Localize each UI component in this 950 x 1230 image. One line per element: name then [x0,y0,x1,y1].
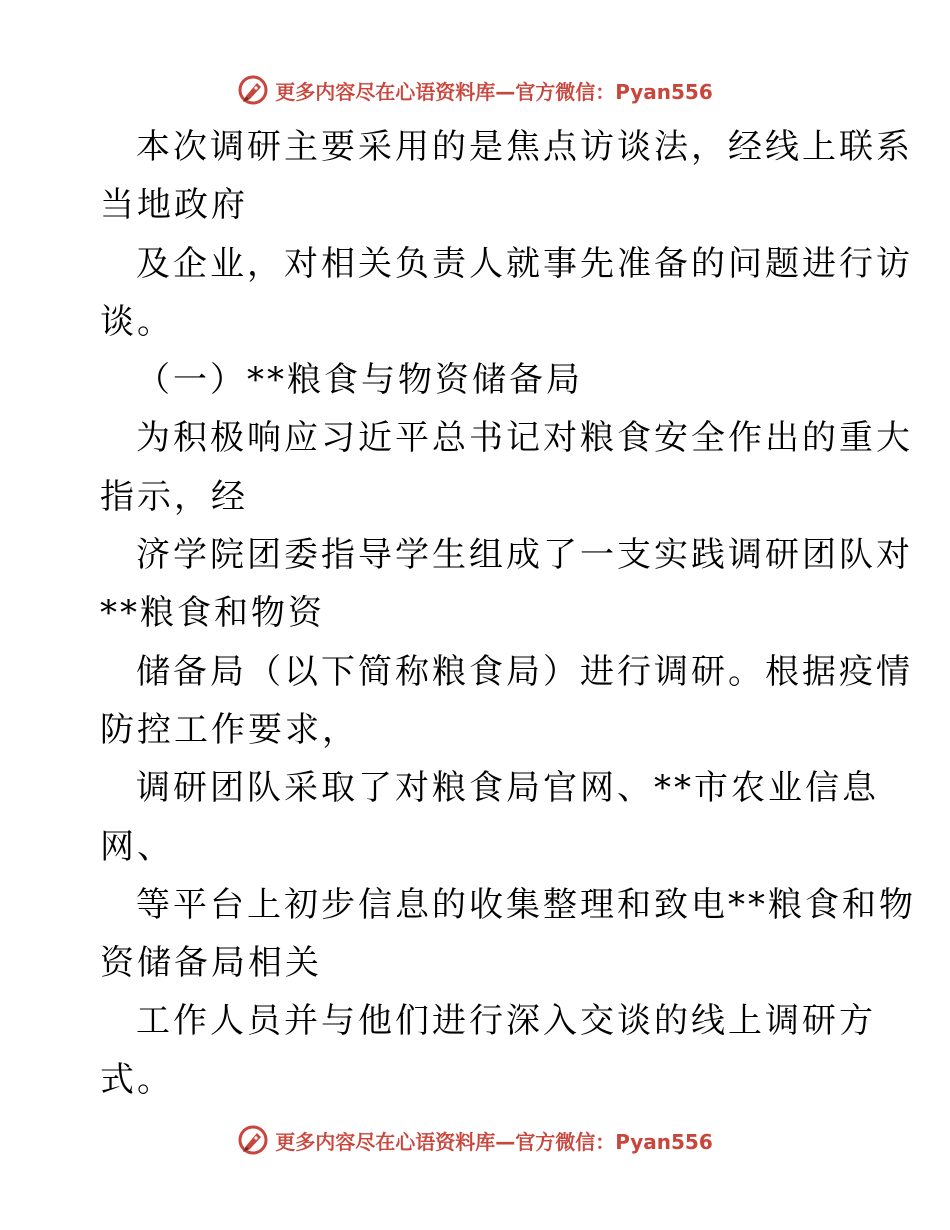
pen-nib-logo-icon [237,74,269,106]
text-line: 当地政府 [100,185,248,226]
text-line: 等平台上初步信息的收集整理和致电**粮食和物 [136,884,916,925]
text-line: **粮食和物资 [100,593,325,634]
section-heading: （一）**粮食与物资储备局 [136,360,583,401]
text-line: 资储备局相关 [100,943,322,984]
text-line: 济学院团委指导学生组成了一支实践调研团队对 [136,535,913,576]
document-body [100,118,916,1109]
footer-banner-text: 更多内容尽在心语资料库—官方微信：Pyan556 [275,1129,713,1154]
text-line: 式。 [100,1059,174,1100]
pen-nib-logo-icon [237,1124,269,1156]
text-line: 及企业，对相关负责人就事先准备的问题进行访 [136,243,913,284]
text-line: 调研团队采取了对粮食局官网、**市农业信息 [136,768,879,809]
header-watermark-banner [0,70,950,110]
text-line: 指示，经 [100,476,248,517]
footer-watermark-banner [0,1120,950,1160]
text-line: 防控工作要求， [100,709,359,750]
text-line: 储备局（以下简称粮食局）进行调研。根据疫情 [136,651,913,692]
text-line: 谈。 [100,301,174,342]
text-line: 为积极响应习近平总书记对粮食安全作出的重大 [136,418,913,459]
header-banner-text: 更多内容尽在心语资料库—官方微信：Pyan556 [275,79,713,104]
text-line: 网、 [100,826,174,867]
text-line: 本次调研主要采用的是焦点访谈法，经线上联系 [136,127,913,167]
text-line: 工作人员并与他们进行深入交谈的线上调研方 [136,1001,876,1042]
